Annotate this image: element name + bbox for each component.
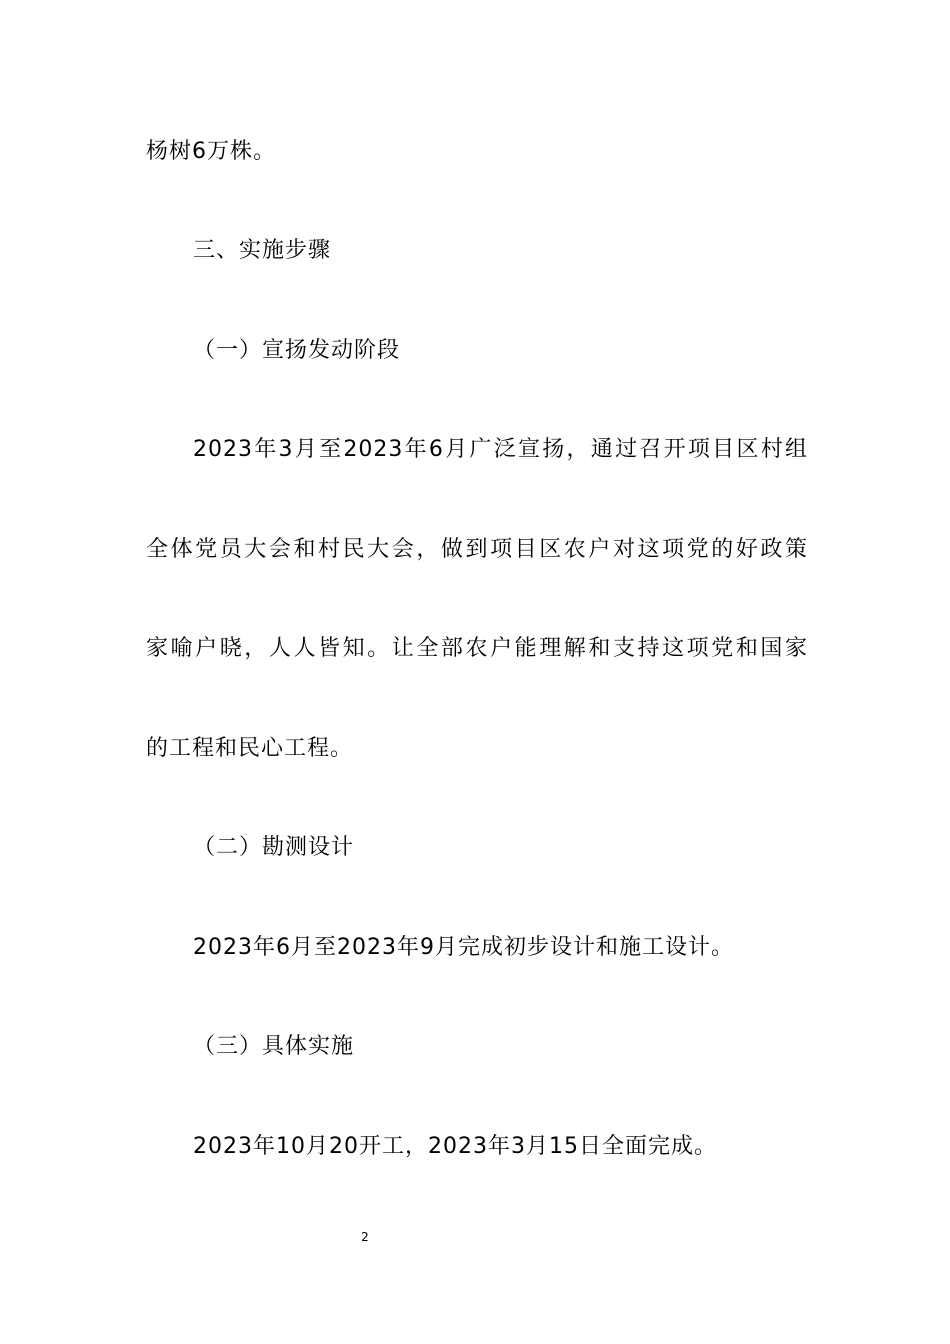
paragraph-line: 2023年10月20开工，2023年3月15日全面完成。 <box>193 1134 717 1159</box>
paragraph-line: 2023年3月至2023年6月广泛宣扬，通过召开项目区村组 <box>193 437 808 462</box>
subsection-heading-1: （一）宣扬发动阶段 <box>193 338 401 363</box>
paragraph-line: 全体党员大会和村民大会，做到项目区农户对这项党的好政策 <box>146 537 808 562</box>
subsection-heading-2: （二）勘测设计 <box>193 835 355 860</box>
subsection-heading-3: （三）具体实施 <box>193 1034 355 1059</box>
page-number: 2 <box>361 1230 369 1244</box>
paragraph-line: 的工程和民心工程。 <box>146 736 354 761</box>
paragraph-continuation: 杨树6万株。 <box>146 139 276 164</box>
section-heading: 三、实施步骤 <box>193 238 332 263</box>
paragraph-line: 家喻户晓，人人皆知。让全部农户能理解和支持这项党和国家 <box>146 636 808 661</box>
paragraph-line: 2023年6月至2023年9月完成初步设计和施工设计。 <box>193 935 734 960</box>
